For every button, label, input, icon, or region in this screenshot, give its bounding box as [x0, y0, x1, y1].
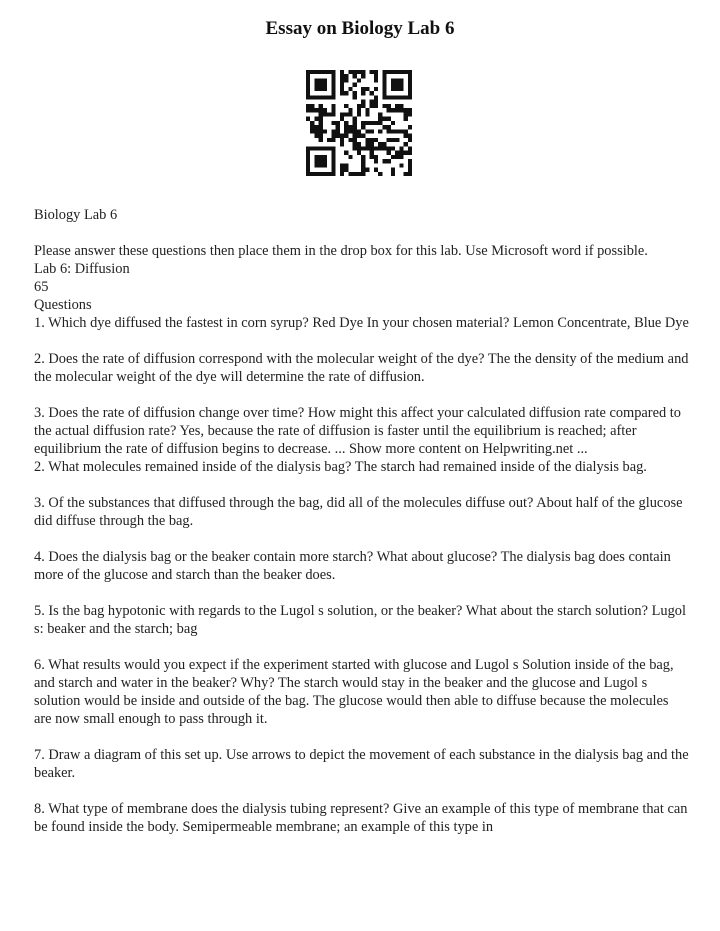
- paragraph-1: 1. Which dye diffused the fastest in corn syrup? Red Dye In your chosen material? Lemon Concentrate, Blue Dye: [34, 315, 689, 331]
- paragraph-7: 5. Is the bag hypotonic with regards to the Lugol s solution, or the beaker? What about the starch solution? Lugol s: beaker and the starch; bag: [34, 603, 686, 637]
- document-body: [34, 206, 689, 836]
- paragraph-4: 2. What molecules remained inside of the dialysis bag? The starch had remained inside of the dialysis bag.: [34, 459, 647, 475]
- lab-line: Lab 6: Diffusion: [34, 261, 130, 277]
- qr-code-icon: [306, 70, 412, 176]
- document-title: Essay on Biology Lab 6: [265, 18, 455, 39]
- paragraph-3: 3. Does the rate of diffusion change over time? How might this affect your calculated diffusion rate compared to the actual diffusion rate? Yes, because the rate of diffusion is faster until the equilibrium is reached; after equilibrium the rate of diffusion begins to decrease. ... Show more content on Helpwriting.net ...: [34, 405, 681, 457]
- paragraph-6: 4. Does the dialysis bag or the beaker contain more starch? What about glucose? The dialysis bag does contain more of the glucose and starch than the beaker does.: [34, 549, 671, 583]
- paragraph-10: 8. What type of membrane does the dialysis tubing represent? Give an example of this type of membrane that can be found inside the body. Semipermeable membrane; an example of this type in: [34, 801, 688, 835]
- heading: Biology Lab 6: [34, 207, 118, 223]
- paragraph-8: 6. What results would you expect if the experiment started with glucose and Lugol s Solution inside of the bag, and starch and water in the beaker? Why? The starch would stay in the beaker and the glucose and Lugol s solution would be inside and outside of the bag. The glucose would then able to diffuse because the molecules are now small enough to pass through it.: [34, 657, 674, 727]
- paragraph-9: 7. Draw a diagram of this set up. Use arrows to depict the movement of each substance in the dialysis bag and the beaker.: [34, 747, 689, 781]
- intro-text: Please answer these questions then place them in the drop box for this lab. Use Microsoft word if possible.: [34, 243, 648, 259]
- paragraph-2: 2. Does the rate of diffusion correspond with the molecular weight of the dye? The the density of the medium and the molecular weight of the dye will determine the rate of diffusion.: [34, 351, 689, 385]
- questions-label: Questions: [34, 297, 92, 313]
- number-line: 65: [34, 279, 49, 295]
- paragraph-5: 3. Of the substances that diffused through the bag, did all of the molecules diffuse out? About half of the glucose did diffuse through the bag.: [34, 495, 683, 529]
